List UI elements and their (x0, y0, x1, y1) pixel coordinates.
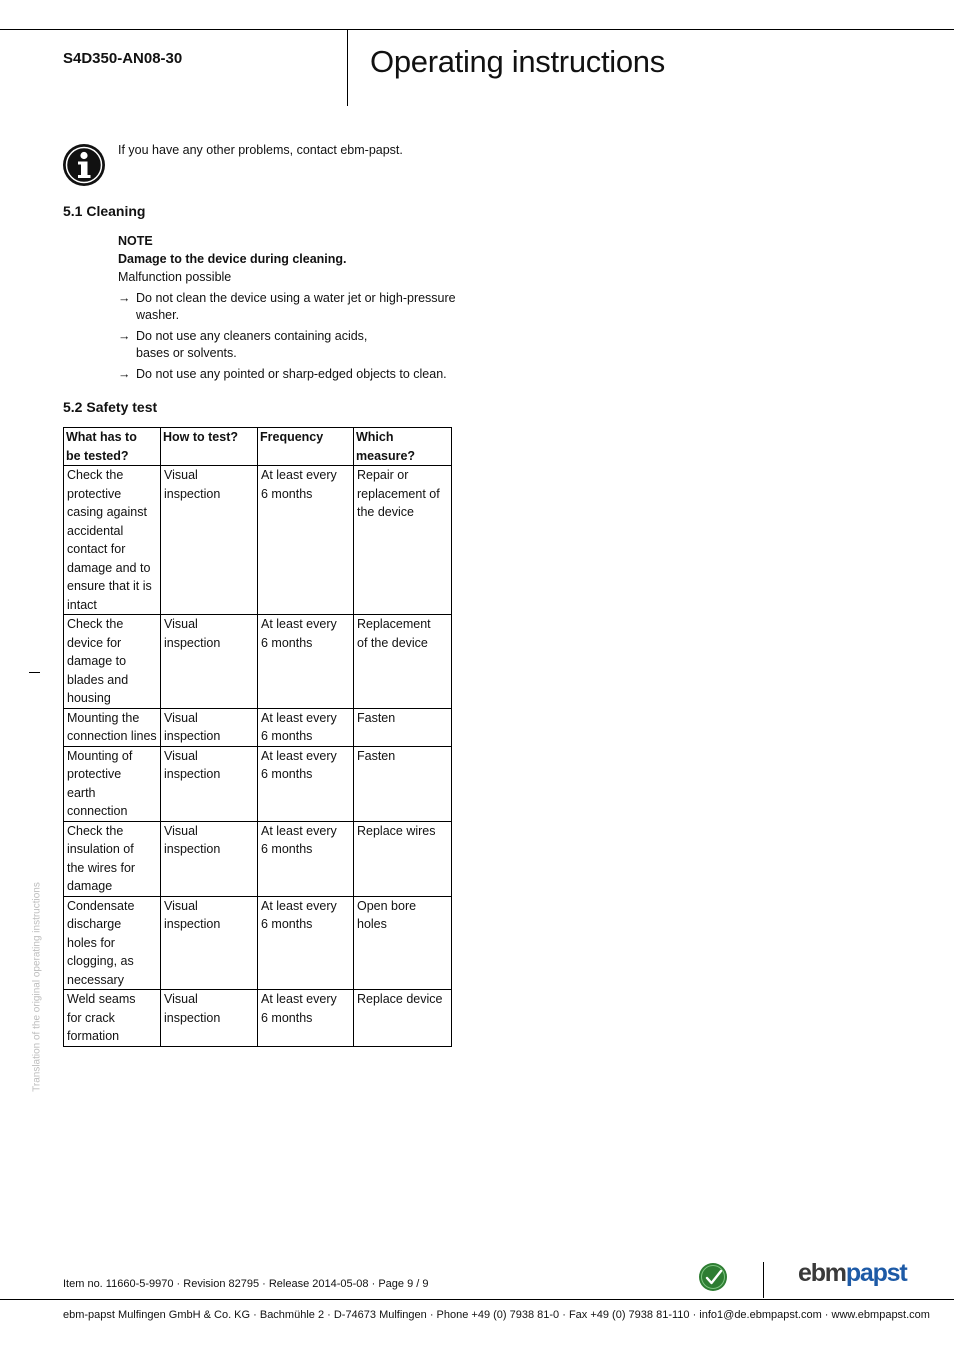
cell-line: casing against (67, 505, 147, 519)
cell-line: protective (67, 767, 122, 781)
cell-line: Visual inspection (164, 823, 221, 856)
table-cell (161, 615, 258, 709)
cell-line: At least every (261, 992, 337, 1006)
sidebar-translation-note: Translation of the original operating instructions (31, 882, 43, 1092)
cell-line: 6 months (261, 729, 313, 743)
cell-line: protective (67, 486, 122, 501)
cell-line: Check the (67, 468, 124, 482)
list-item-line: bases or solvents. (136, 346, 237, 360)
cell-line: intact (67, 597, 97, 612)
list-item (118, 328, 458, 362)
table-row (64, 466, 452, 615)
logo-part-papst: papst (845, 1259, 907, 1287)
cell-line: Condensate (67, 898, 135, 913)
table-row (64, 746, 452, 821)
cell-line: At least every (261, 468, 337, 482)
column-header-line: How to test? (163, 430, 238, 444)
list-item-line: Do not clean the device using a water jet or high-pressure (136, 291, 456, 305)
safety-test-table (63, 427, 452, 1047)
cell-line: 6 months (261, 635, 313, 650)
cell-line: the wires for (67, 860, 136, 875)
table-cell (161, 708, 258, 746)
cell-line: accidental (67, 523, 124, 538)
cell-line: Mounting of (67, 748, 133, 763)
list-item-line: washer. (136, 308, 180, 322)
cell-line: 6 months (261, 917, 313, 931)
column-header-line: What has to (66, 430, 137, 444)
cell-line: 6 months (261, 1010, 313, 1025)
arrow-right-icon: → (118, 367, 131, 381)
cell-line: of the device (357, 635, 428, 650)
cell-line: Replacement (357, 617, 431, 631)
cell-line: formation (67, 1029, 120, 1043)
cleaning-note (118, 232, 458, 387)
section-heading-safety-test: 5.2 Safety test (63, 399, 158, 415)
cell-line: At least every (261, 898, 337, 913)
cell-line: replacement of (357, 486, 440, 501)
column-header (354, 428, 452, 466)
table-cell (161, 746, 258, 821)
cell-line: Visual inspection (164, 992, 221, 1025)
table-row (64, 990, 452, 1047)
table-cell (161, 466, 258, 615)
table-cell (161, 896, 258, 990)
ebmpapst-logo (798, 1259, 907, 1288)
table-cell (354, 708, 452, 746)
table-row (64, 615, 452, 709)
cell-line: Open bore holes (357, 898, 417, 931)
list-item (118, 366, 458, 383)
footer-divider (763, 1262, 764, 1298)
cell-line: earth connection (67, 785, 128, 818)
table-cell (354, 896, 452, 990)
cell-line: contact for (67, 542, 126, 556)
cell-line: Visual inspection (164, 468, 221, 501)
cell-line: At least every (261, 823, 337, 838)
table-cell (161, 990, 258, 1047)
cell-line: damage to (67, 654, 127, 668)
note-title: Damage to the device during cleaning. (118, 252, 347, 266)
column-header-line: be tested? (66, 448, 129, 463)
cell-line: Replace wires (357, 823, 436, 838)
cell-line: holes for (67, 935, 115, 950)
cell-line: Visual inspection (164, 748, 221, 781)
list-item (118, 290, 458, 324)
table-header-row (64, 428, 452, 466)
list-item-line: Do not use any cleaners containing acids, (136, 329, 368, 343)
column-header (64, 428, 161, 466)
table-cell (354, 466, 452, 615)
table-row (64, 708, 452, 746)
table-cell (258, 708, 354, 746)
section-heading-cleaning: 5.1 Cleaning (63, 203, 146, 219)
info-text: If you have any other problems, contact ebm-papst. (118, 143, 403, 157)
footer-item-info: Item no. 11660-5-9970 · Revision 82795 · Release 2014-05-08 · Page 9 / 9 (63, 1278, 429, 1290)
cell-line: Fasten (357, 710, 396, 725)
cell-line: Fasten (357, 748, 396, 763)
arrow-right-icon: → (118, 329, 131, 343)
cell-line: Replace device (357, 992, 443, 1006)
cell-line: necessary (67, 972, 124, 987)
table-cell (161, 821, 258, 896)
note-consequence: Malfunction possible (118, 270, 232, 284)
table-cell (258, 746, 354, 821)
table-cell (64, 708, 161, 746)
table-cell (354, 990, 452, 1047)
cell-line: At least every (261, 748, 337, 763)
cell-line: housing (67, 691, 111, 705)
arrow-right-icon: → (118, 291, 131, 305)
cell-line: damage (67, 879, 113, 893)
cleaning-instructions-list (118, 290, 458, 383)
table-cell (258, 821, 354, 896)
model-number: S4D350-AN08-30 (63, 50, 183, 67)
table-cell (258, 896, 354, 990)
column-header (161, 428, 258, 466)
greentech-badge-icon (698, 1262, 728, 1292)
table-cell (258, 990, 354, 1047)
cell-line: Weld seams (67, 992, 136, 1006)
list-item-line: Do not use any pointed or sharp-edged objects to clean. (136, 367, 447, 381)
column-header (258, 428, 354, 466)
cell-line: connection lines (67, 729, 157, 743)
table-row (64, 821, 452, 896)
cell-line: Check the (67, 617, 124, 631)
table-cell (64, 821, 161, 896)
cell-line: At least every (261, 710, 337, 725)
column-header-line: Frequency (260, 430, 324, 444)
cell-line: damage and to (67, 560, 151, 575)
table-cell (64, 990, 161, 1047)
table-row (64, 896, 452, 990)
table-cell (64, 896, 161, 990)
cell-line: Check the (67, 823, 124, 838)
cell-line: for crack (67, 1010, 115, 1025)
column-header-line: measure? (356, 448, 416, 463)
table-cell (354, 746, 452, 821)
note-label: NOTE (118, 234, 153, 248)
cell-line: discharge (67, 917, 122, 931)
cell-line: 6 months (261, 486, 313, 501)
info-icon (62, 143, 106, 187)
header-top-rule (0, 29, 954, 30)
cell-line: At least every (261, 617, 337, 631)
cell-line: Visual inspection (164, 898, 221, 931)
page-title: Operating instructions (370, 44, 665, 79)
fold-mark (29, 672, 40, 673)
cell-line: the device (357, 505, 414, 519)
table-cell (354, 821, 452, 896)
table-cell (354, 615, 452, 709)
table-cell (64, 746, 161, 821)
header-divider (347, 29, 348, 106)
cell-line: insulation of (67, 842, 134, 856)
logo-part-ebm: ebm (798, 1259, 846, 1287)
column-header-line: Which (356, 430, 394, 444)
table-cell (258, 466, 354, 615)
cell-line: 6 months (261, 767, 313, 781)
cell-line: Mounting the (67, 710, 140, 725)
table-cell (64, 615, 161, 709)
table-cell (64, 466, 161, 615)
cell-line: Visual inspection (164, 710, 221, 743)
table-cell (258, 615, 354, 709)
footer-address: ebm-papst Mulfingen GmbH & Co. KG · Bachmühle 2 · D-74673 Mulfingen · Phone +49 (0) 7938 81-0 · Fax +49 (0) 7938 81-110 · info1@de.ebmpapst.com · www.ebmpapst.com (63, 1309, 930, 1321)
cell-line: device for (67, 635, 122, 650)
footer-rule (0, 1299, 954, 1300)
cell-line: blades and (67, 672, 129, 687)
cell-line: 6 months (261, 842, 313, 856)
cell-line: clogging, as (67, 954, 134, 968)
cell-line: ensure that it is (67, 579, 152, 593)
cell-line: Repair or (357, 468, 409, 482)
cell-line: Visual inspection (164, 617, 221, 650)
